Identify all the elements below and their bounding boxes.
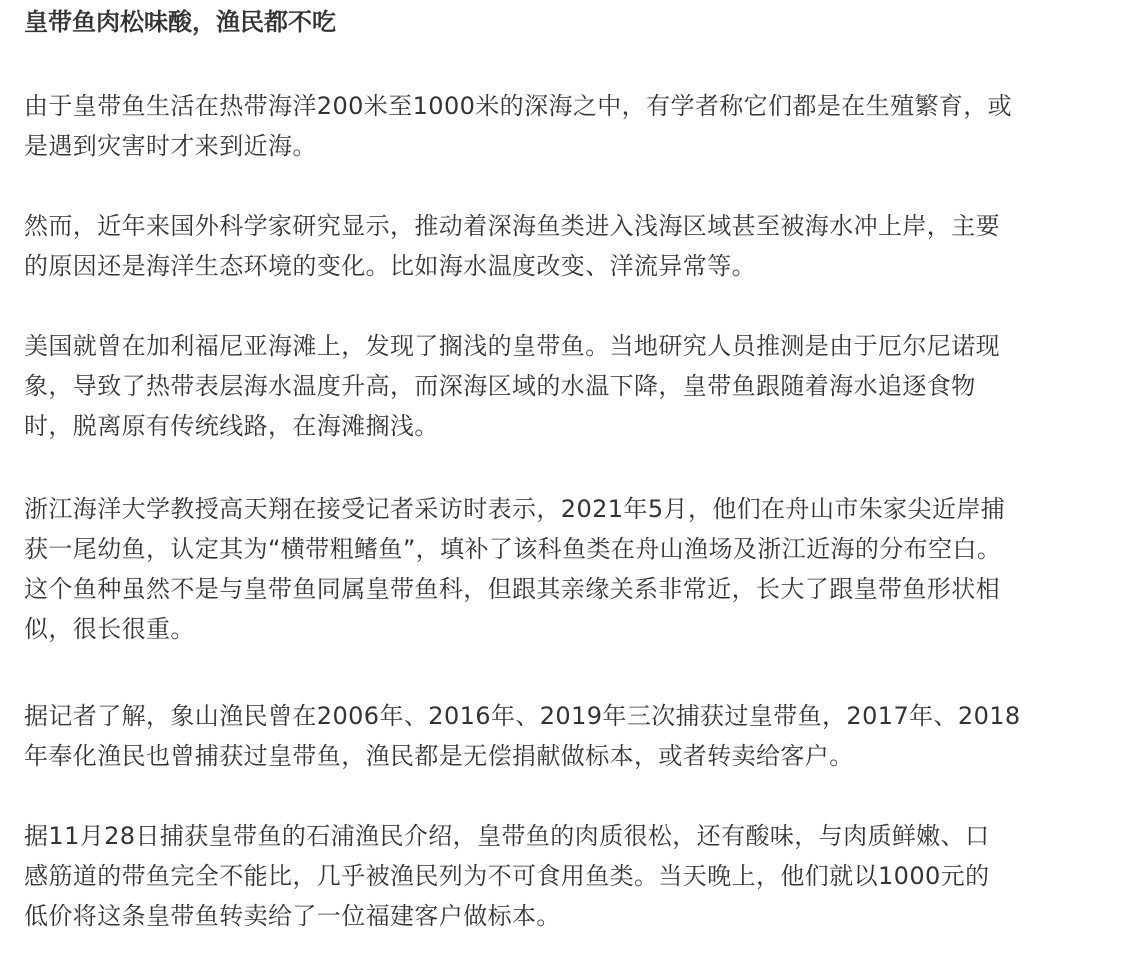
article-title: 皇带鱼肉松味酸，渔民都不吃 — [24, 8, 336, 36]
paragraph-line: 据记者了解，象山渔民曾在2006年、2016年、2019年三次捕获过皇带鱼，2017年、2018 — [24, 702, 1021, 730]
paragraph-line: 时，脱离原有传统线路，在海滩搁浅。 — [24, 412, 439, 440]
paragraph-6 — [24, 816, 989, 936]
paragraph-line: 的原因还是海洋生态环境的变化。比如海水温度改变、洋流异常等。 — [24, 252, 756, 280]
paragraph-line: 这个鱼种虽然不是与皇带鱼同属皇带鱼科，但跟其亲缘关系非常近，长大了跟皇带鱼形状相 — [24, 575, 1000, 603]
paragraph-line: 然而，近年来国外科学家研究显示，推动着深海鱼类进入浅海区域甚至被海水冲上岸，主要 — [24, 212, 1000, 240]
paragraph-line: 低价将这条皇带鱼转卖给了一位福建客户做标本。 — [24, 902, 561, 930]
paragraph-line: 据11月28日捕获皇带鱼的石浦渔民介绍，皇带鱼的肉质很松，还有酸味，与肉质鲜嫩、口 — [24, 822, 990, 850]
paragraph-line: 美国就曾在加利福尼亚海滩上，发现了搁浅的皇带鱼。当地研究人员推测是由于厄尔尼诺现 — [24, 332, 1000, 360]
paragraph-4 — [24, 489, 1005, 649]
paragraph-line: 年奉化渔民也曾捕获过皇带鱼，渔民都是无偿捐献做标本，或者转卖给客户。 — [24, 742, 854, 770]
paragraph-line: 浙江海洋大学教授高天翔在接受记者采访时表示，2021年5月，他们在舟山市朱家尖近岸捕 — [24, 495, 1006, 523]
paragraph-line: 象，导致了热带表层海水温度升高，而深海区域的水温下降，皇带鱼跟随着海水追逐食物 — [24, 372, 976, 400]
paragraph-line: 似，很长很重。 — [24, 615, 195, 643]
paragraph-2 — [24, 206, 1000, 286]
paragraph-3 — [24, 326, 1000, 446]
paragraph-5 — [24, 696, 1021, 776]
paragraph-line: 感筋道的带鱼完全不能比，几乎被渔民列为不可食用鱼类。当天晚上，他们就以1000元的 — [24, 862, 990, 890]
paragraph-line: 由于皇带鱼生活在热带海洋200米至1000米的深海之中，有学者称它们都是在生殖繁育，或 — [24, 92, 1013, 120]
paragraph-line: 是遇到灾害时才来到近海。 — [24, 132, 317, 160]
paragraph-1 — [24, 86, 1012, 166]
article-body — [24, 0, 1104, 930]
paragraph-line: 获一尾幼鱼，认定其为“横带粗鳍鱼”，填补了该科鱼类在舟山渔场及浙江近海的分布空白。 — [24, 535, 1002, 563]
